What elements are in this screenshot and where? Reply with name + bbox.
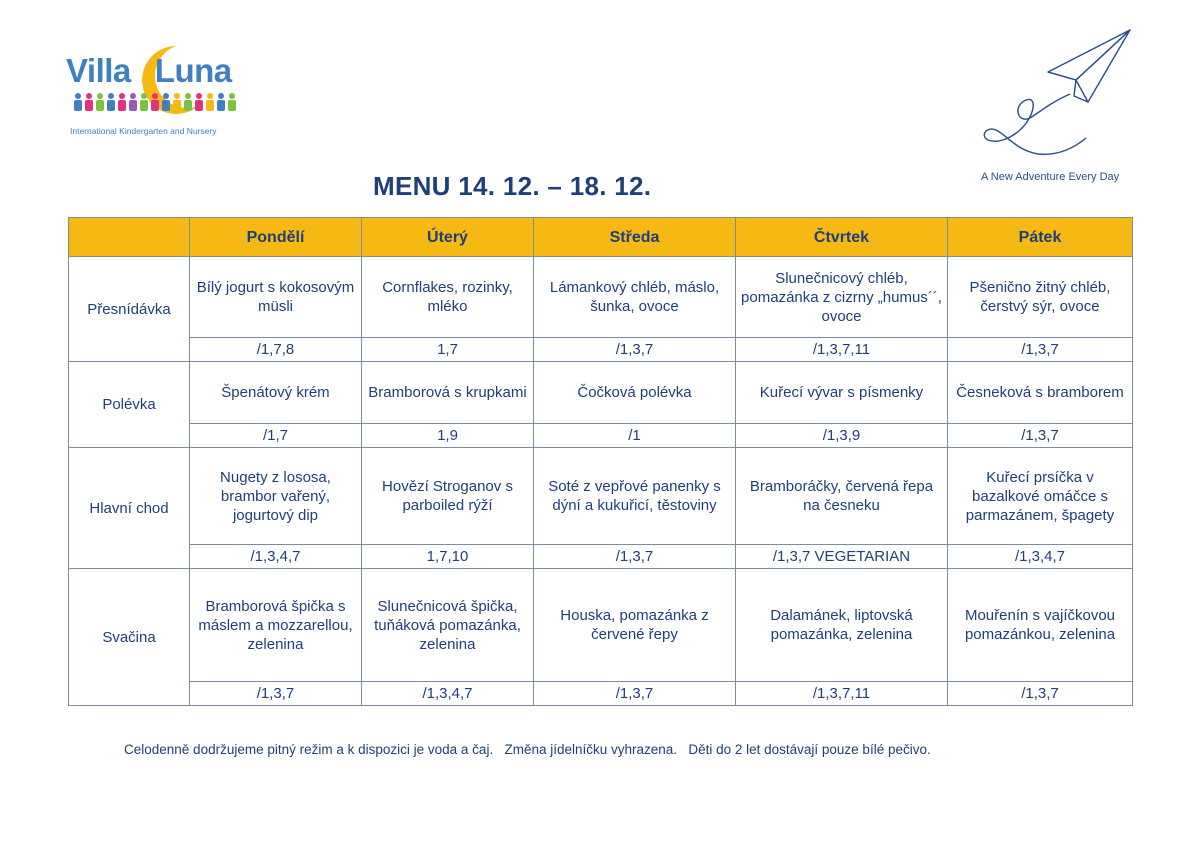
dish-cell: Bramboráčky, červená řepa na česneku [736, 448, 948, 545]
logo-tagline: International Kindergarten and Nursery [70, 126, 217, 136]
allergen-cell: 1,7 [362, 338, 534, 362]
villa-luna-logo [64, 44, 264, 144]
allergen-cell: 1,7,10 [362, 545, 534, 569]
allergen-cell: /1,3,7 VEGETARIAN [736, 545, 948, 569]
table-header-row [69, 218, 1133, 257]
allergen-cell: /1,3,4,7 [362, 682, 534, 706]
allergen-row [69, 338, 1133, 362]
paper-plane-icon [978, 24, 1138, 164]
allergen-cell: /1,3,4,7 [948, 545, 1133, 569]
header-day: Úterý [362, 218, 534, 257]
allergen-cell: /1,3,9 [736, 424, 948, 448]
dish-cell: Česneková s bramborem [948, 362, 1133, 424]
header-day: Pátek [948, 218, 1133, 257]
dish-cell: Nugety z lososa, brambor vařený, jogurtový dip [190, 448, 362, 545]
table-row [69, 448, 1133, 545]
dish-cell: Bramborová špička s máslem a mozzarellou, zelenina [190, 569, 362, 682]
dish-cell: Pšeničnо žitný chléb, čerstvý sýr, ovoce [948, 257, 1133, 338]
dish-cell: Kuřecí vývar s písmenky [736, 362, 948, 424]
logo-brand-second: Luna [154, 52, 232, 89]
dish-cell: Lámankový chléb, máslo, šunka, ovoce [534, 257, 736, 338]
dish-cell: Špenátový krém [190, 362, 362, 424]
table-row [69, 257, 1133, 338]
row-label: Přesnídávka [69, 257, 190, 362]
allergen-cell: /1,3,7,11 [736, 682, 948, 706]
header-corner-cell [69, 218, 190, 257]
footer-note-bread: Děti do 2 let dostávají pouze bílé pečivo. [688, 742, 931, 757]
allergen-row [69, 682, 1133, 706]
dish-cell: Slunečnicová špička, tuňáková pomazánka, zelenina [362, 569, 534, 682]
table-row [69, 362, 1133, 424]
dish-cell: Hovězí Stroganov s parboiled rýží [362, 448, 534, 545]
header-day: Středa [534, 218, 736, 257]
children-row-icon [72, 92, 244, 112]
allergen-cell: /1 [534, 424, 736, 448]
dish-cell: Dalamánek, liptovská pomazánka, zelenina [736, 569, 948, 682]
allergen-cell: /1,7,8 [190, 338, 362, 362]
footer-note-drinking: Celodenně dodržujeme pitný režim a k dispozici je voda a čaj. [124, 742, 494, 757]
table-row [69, 569, 1133, 682]
allergen-row [69, 545, 1133, 569]
allergen-row [69, 424, 1133, 448]
allergen-cell: /1,3,7 [948, 424, 1133, 448]
dish-cell: Bramborová s krupkami [362, 362, 534, 424]
dish-cell: Soté z vepřové panenky s dýní a kukuřicí, těstoviny [534, 448, 736, 545]
logo-brand-first: Villa [66, 52, 131, 89]
dish-cell: Cornflakes, rozinky, mléko [362, 257, 534, 338]
allergen-cell: /1,3,7 [948, 682, 1133, 706]
logo-wordmark [66, 54, 232, 87]
header-day: Pondělí [190, 218, 362, 257]
row-label: Svačina [69, 569, 190, 706]
allergen-cell: 1,9 [362, 424, 534, 448]
menu-table [68, 217, 1133, 706]
allergen-cell: /1,3,7 [534, 545, 736, 569]
allergen-cell: /1,3,7 [948, 338, 1133, 362]
dish-cell: Mouřenín s vajíčkovou pomazánkou, zelenina [948, 569, 1133, 682]
row-label: Polévka [69, 362, 190, 448]
footer-note-menu-change: Změna jídelníčku vyhrazena. [504, 742, 678, 757]
page-title: MENU 14. 12. – 18. 12. [373, 171, 652, 201]
dish-cell: Houska, pomazánka z červené řepy [534, 569, 736, 682]
dish-cell: Slunečnicový chléb, pomazánka z cizrny „humus´´, ovoce [736, 257, 948, 338]
dish-cell: Kuřecí prsíčka v bazalkové omáčce s parmazánem, špagety [948, 448, 1133, 545]
header-day: Čtvrtek [736, 218, 948, 257]
row-label: Hlavní chod [69, 448, 190, 569]
dish-cell: Čočková polévka [534, 362, 736, 424]
allergen-cell: /1,7 [190, 424, 362, 448]
dish-cell: Bílý jogurt s kokosovým müsli [190, 257, 362, 338]
allergen-cell: /1,3,7 [190, 682, 362, 706]
allergen-cell: /1,3,7,11 [736, 338, 948, 362]
allergen-cell: /1,3,7 [534, 682, 736, 706]
allergen-cell: /1,3,7 [534, 338, 736, 362]
allergen-cell: /1,3,4,7 [190, 545, 362, 569]
slogan: A New Adventure Every Day [981, 171, 1120, 183]
footer-notes [124, 742, 931, 757]
